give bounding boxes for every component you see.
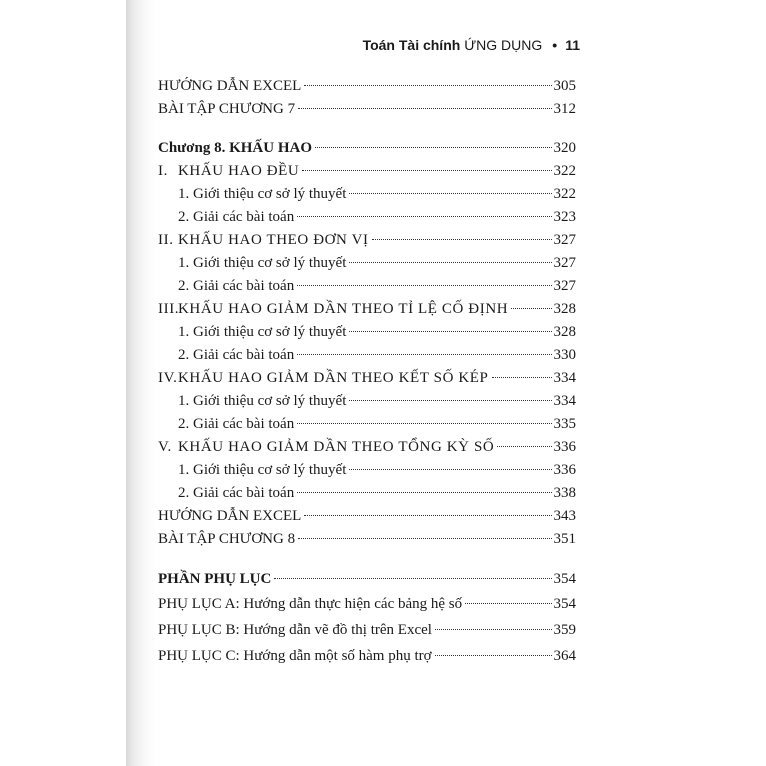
toc-entry-label: KHẤU HAO GIẢM DẦN THEO KẾT SỐ KÉP — [178, 370, 489, 386]
toc-entry-label: PHỤ LỤC B: Hướng dẫn vẽ đồ thị trên Excel — [158, 622, 432, 638]
dot-leader — [302, 170, 551, 171]
toc-entry-page: 305 — [553, 78, 576, 94]
toc-entry — [158, 646, 576, 666]
header-title: Toán Tài chính — [362, 37, 461, 53]
section-number: IV. — [158, 370, 178, 386]
toc-subsection — [178, 414, 576, 434]
toc-section — [158, 161, 576, 181]
dot-leader — [497, 446, 551, 447]
dot-leader — [349, 469, 551, 470]
section-number: II. — [158, 232, 174, 248]
dot-leader — [298, 538, 551, 539]
toc-entry-page: 336 — [553, 439, 576, 455]
dot-leader — [298, 108, 551, 109]
dot-leader — [315, 147, 552, 148]
toc-entry-label: KHẤU HAO GIẢM DẦN THEO TỔNG KỲ SỐ — [178, 439, 495, 455]
toc-entry-label: PHỤ LỤC A: Hướng dẫn thực hiện các bảng hệ số — [158, 596, 463, 612]
dot-leader — [297, 285, 551, 286]
dot-leader — [435, 629, 552, 630]
section-number: III. — [158, 301, 180, 317]
toc-entry-label: 1. Giới thiệu cơ sở lý thuyết — [178, 255, 347, 271]
toc-entry-page: 334 — [553, 393, 576, 409]
dot-leader — [349, 400, 551, 401]
header-separator: • — [552, 37, 558, 53]
toc-subsection — [178, 322, 576, 342]
toc-subsection — [178, 184, 576, 204]
toc-entry-page: 328 — [553, 324, 576, 340]
dot-leader — [349, 331, 551, 332]
toc-entry-label: HƯỚNG DẪN EXCEL — [158, 78, 302, 94]
toc-section — [158, 437, 576, 457]
toc-entry-label: HƯỚNG DẪN EXCEL — [158, 508, 302, 524]
dot-leader — [297, 354, 551, 355]
toc-entry-label: PHỤ LỤC C: Hướng dẫn một số hàm phụ trợ — [158, 648, 432, 664]
dot-leader — [274, 578, 551, 579]
toc-entry-label: KHẤU HAO THEO ĐƠN VỊ — [178, 232, 369, 248]
toc-entry-label: 1. Giới thiệu cơ sở lý thuyết — [178, 186, 347, 202]
toc-entry-page: 322 — [553, 186, 576, 202]
toc-entry-page: 354 — [553, 596, 576, 612]
toc-entry-label: BÀI TẬP CHƯƠNG 8 — [158, 531, 296, 547]
toc-entry-page: 334 — [553, 370, 576, 386]
toc-entry-label: 1. Giới thiệu cơ sở lý thuyết — [178, 462, 347, 478]
toc-entry-page: 327 — [553, 278, 576, 294]
header-subtitle: ỨNG DỤNG — [464, 37, 543, 53]
toc-subsection — [178, 345, 576, 365]
dot-leader — [304, 85, 551, 86]
toc-subsection — [178, 483, 576, 503]
toc-entry-page: 351 — [553, 531, 576, 547]
toc-entry-label: KHẤU HAO GIẢM DẦN THEO TỈ LỆ CỐ ĐỊNH — [178, 301, 509, 317]
toc-subsection — [178, 460, 576, 480]
toc-entry-label: PHẦN PHỤ LỤC — [158, 571, 272, 587]
toc-entry-page: 354 — [553, 571, 576, 587]
section-number: I. — [158, 163, 168, 179]
toc-entry-page: 343 — [553, 508, 576, 524]
toc-entry-page: 364 — [553, 648, 576, 664]
toc-subsection — [178, 253, 576, 273]
dot-leader — [297, 216, 551, 217]
dot-leader — [511, 308, 551, 309]
toc-entry-page: 327 — [553, 232, 576, 248]
toc-entry-label: 1. Giới thiệu cơ sở lý thuyết — [178, 324, 347, 340]
dot-leader — [304, 515, 551, 516]
toc-entry — [158, 594, 576, 614]
dot-leader — [297, 423, 551, 424]
toc-entry-page: 327 — [553, 255, 576, 271]
dot-leader — [349, 262, 551, 263]
toc-entry — [158, 620, 576, 640]
toc-entry-page: 328 — [553, 301, 576, 317]
toc-entry-label: 2. Giải các bài toán — [178, 209, 295, 225]
header-page-number: 11 — [565, 37, 580, 53]
toc-entry-page: 335 — [553, 416, 576, 432]
toc-entry-label: 2. Giải các bài toán — [178, 416, 295, 432]
toc-chapter-heading — [158, 138, 576, 158]
toc-entry-page: 336 — [553, 462, 576, 478]
toc-section — [158, 299, 576, 319]
running-header — [363, 37, 580, 53]
dot-leader — [297, 492, 551, 493]
toc-entry-page: 359 — [553, 622, 576, 638]
toc-entry-page: 312 — [553, 101, 576, 117]
toc-entry-label: BÀI TẬP CHƯƠNG 7 — [158, 101, 296, 117]
toc-subsection — [178, 207, 576, 227]
dot-leader — [349, 193, 551, 194]
toc-entry-page: 323 — [553, 209, 576, 225]
toc-entry — [158, 529, 576, 549]
toc-entry-page: 320 — [553, 140, 576, 156]
dot-leader — [372, 239, 552, 240]
toc-entry-label: KHẤU HAO ĐỀU — [178, 163, 300, 179]
toc-entry-page: 330 — [553, 347, 576, 363]
toc-entry-label: 2. Giải các bài toán — [178, 278, 295, 294]
toc-entry — [158, 506, 576, 526]
toc-subsection — [178, 276, 576, 296]
toc-entry-label: 1. Giới thiệu cơ sở lý thuyết — [178, 393, 347, 409]
toc-entry-page: 338 — [553, 485, 576, 501]
toc-entry-label: 2. Giải các bài toán — [178, 347, 295, 363]
dot-leader — [435, 655, 552, 656]
toc-entry-page: 322 — [553, 163, 576, 179]
toc-section — [158, 368, 576, 388]
toc-subsection — [178, 391, 576, 411]
toc-entry-label: Chương 8. KHẤU HAO — [158, 140, 312, 156]
toc-section — [158, 230, 576, 250]
toc-appendix-heading — [158, 569, 576, 589]
dot-leader — [492, 377, 552, 378]
section-number: V. — [158, 439, 172, 455]
dot-leader — [465, 603, 551, 604]
toc-entry — [158, 99, 576, 119]
toc-entry-label: 2. Giải các bài toán — [178, 485, 295, 501]
toc-entry — [158, 76, 576, 96]
